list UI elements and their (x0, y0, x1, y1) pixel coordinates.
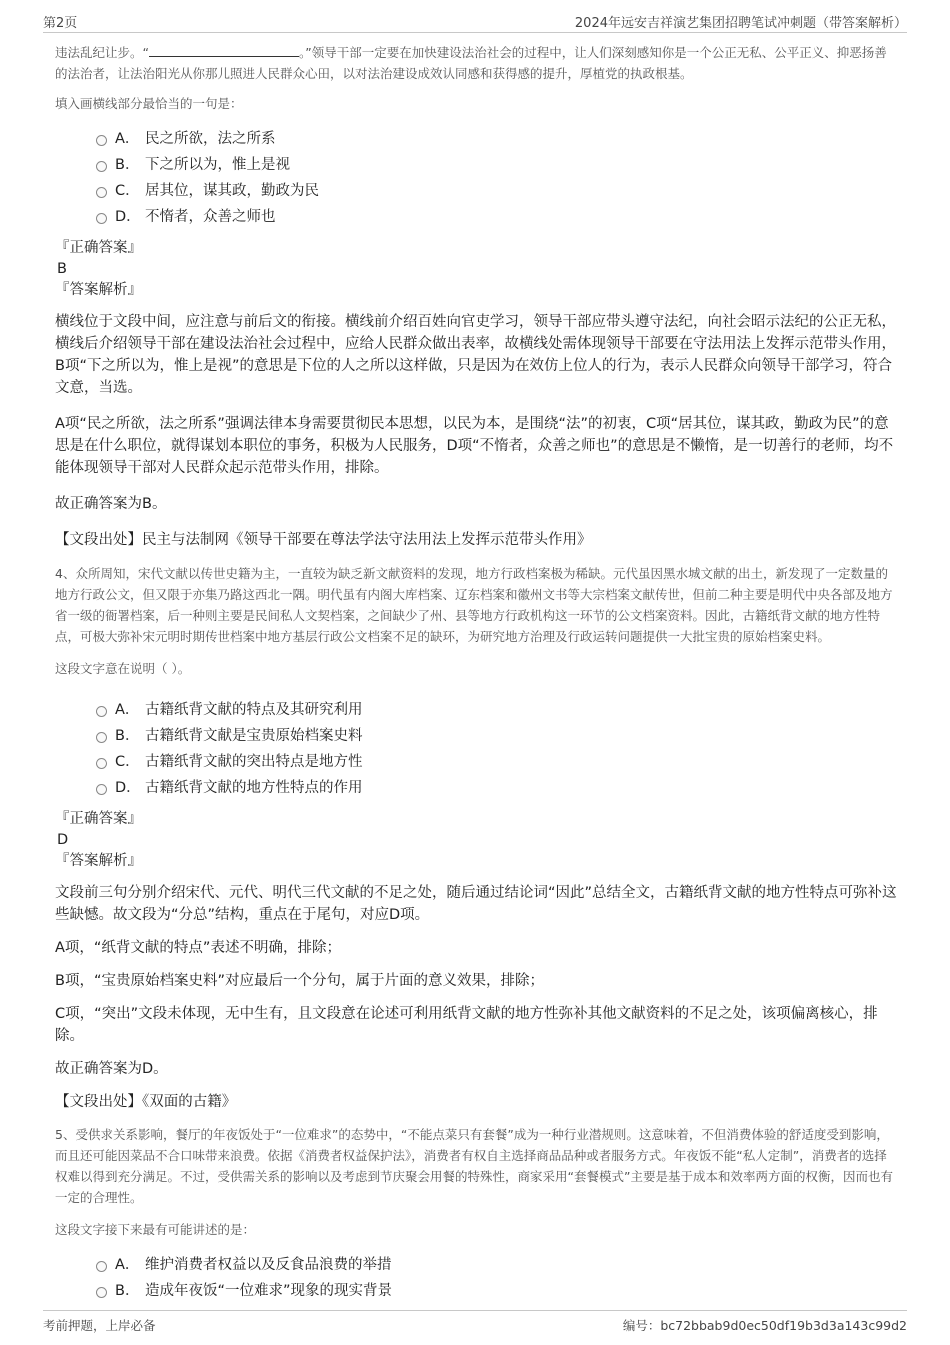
q3-analysis-label: 『答案解析』 (55, 282, 142, 298)
footer-slogan: 考前押题，上岸必备 (43, 1318, 156, 1333)
page-footer (43, 1310, 907, 1339)
radio-icon[interactable] (96, 1287, 107, 1298)
q3-option-a[interactable]: A． 民之所欲，法之所系 (55, 126, 898, 152)
q3-analysis-conclusion: 故正确答案为B。 (55, 496, 167, 512)
q3-source: 【文段出处】民主与法制网《领导干部要在尊法学法守法用法上发挥示范带头作用》 (55, 532, 592, 548)
radio-icon[interactable] (96, 706, 107, 717)
radio-icon[interactable] (96, 732, 107, 743)
q5-stem: 5、受供求关系影响，餐厅的年夜饭处于“一位难求”的态势中，“不能点菜只有套餐”成为一种行业潜规则。这意味着，不但消费体验的舒适度受到影响，而且还可能因菜品不合口味带来浪费。依据《消费者权益保护法》，消费者有权自主选择商品品种或者服务方式。年夜饭不能“私人定制”，消费者的选择权难以得到充分满足。不过，受供需关系的影响以及考虑到节庆聚会用餐的特殊性，商家采用“套餐模式”主要是基于成本和效率两方面的权衡，因而也有一定的合理性。 (55, 1127, 893, 1205)
radio-icon[interactable] (96, 135, 107, 146)
q4-analysis-para-3: B项，“宝贵原始档案史料”对应最后一个分句，属于片面的意义效果，排除； (55, 973, 544, 989)
q5-option-b[interactable]: B． 造成年夜饭“一位难求”现象的现实背景 (55, 1278, 898, 1304)
q3-prompt: 填入画横线部分最恰当的一句是： (55, 96, 243, 111)
q4-option-b[interactable]: B． 古籍纸背文献是宝贵原始档案史料 (55, 723, 898, 749)
document-id: 编号：bc72bbab9d0ec50df19b3d3a143c99d2 (622, 1318, 907, 1333)
q4-stem: 4、众所周知，宋代文献以传世史籍为主，一直较为缺乏新文献资料的发现，地方行政档案极为稀缺。元代虽因黑水城文献的出土，新发现了一定数量的地方行政公文，但又限于亦集乃路这西北一隅。明代虽有内阁大库档案、辽东档案和徽州文书等大宗档案文献传世，但前二种主要是明代中央各部及地方省一级的衙署档案，后一种则主要是民间私人文契档案，之间缺少了州、县等地方行政机构这一环节的公文档案资料。因此，古籍纸背文献的地方性特点，可极大弥补宋元明时期传世档案中地方基层行政公文档案不足的缺环，为研究地方治理及行政运转问题提供一大批宝贵的原始档案史料。 (55, 566, 893, 644)
q4-source: 【文段出处】《双面的古籍》 (55, 1094, 237, 1110)
q4-option-a[interactable]: A． 古籍纸背文献的特点及其研究利用 (55, 697, 898, 723)
q4-prompt: 这段文字意在说明（ ）。 (55, 661, 191, 676)
q4-option-c[interactable]: C． 古籍纸背文献的突出特点是地方性 (55, 749, 898, 775)
q3-analysis-para-1: 横线位于文段中间，应注意与前后文的衔接。横线前介绍百姓向官吏学习，领导干部应带头遵守法纪，向社会昭示法纪的公正无私，横线后介绍领导干部在建设法治社会过程中，应给人民群众做出表率，故横线处需体现领导干部要在守法用法上发挥示范带头作用，B项“下之所以为，惟上是视”的意思是下位的人之所以这样做，只是因为在效仿上位人的行为，表示人民群众向领导干部学习，符合文意，当选。 (55, 314, 896, 396)
q3-answer-label: 『正确答案』 (55, 240, 142, 256)
radio-icon[interactable] (96, 213, 107, 224)
document-body (55, 42, 898, 1304)
q4-analysis-conclusion: 故正确答案为D。 (55, 1061, 168, 1077)
q3-stem: 违法乱纪让步。“ 。”领导干部一定要在加快建设法治社会的过程中，让人们深刻感知你是一个公正无私、公平正义、抑恶扬善的法治者，让法治阳光从你那儿照进人民群众心田，以对法治建设成效认同感和获得感的提升，厚植党的执政根基。 (55, 45, 887, 81)
page-number: 第2页 (43, 16, 78, 31)
q3-option-c[interactable]: C． 居其位，谋其政，勤政为民 (55, 178, 898, 204)
q3-analysis-para-2: A项“民之所欲，法之所系”强调法律本身需要贯彻民本思想，以民为本，是围绕“法”的初衷，C项“居其位，谋其政，勤政为民”的意思是在什么职位，就得谋划本职位的事务，积极为人民服务，D项“不惰者，众善之师也”的意思是不懒惰，是一切善行的老师，均不能体现领导干部对人民群众起示范带头作用，排除。 (55, 416, 894, 476)
radio-icon[interactable] (96, 758, 107, 769)
radio-icon[interactable] (96, 161, 107, 172)
fill-blank (149, 44, 299, 57)
q4-answer-label: 『正确答案』 (55, 811, 142, 827)
q4-options (55, 697, 898, 801)
q4-option-d[interactable]: D． 古籍纸背文献的地方性特点的作用 (55, 775, 898, 801)
radio-icon[interactable] (96, 784, 107, 795)
q4-analysis-para-1: 文段前三句分别介绍宋代、元代、明代三代文献的不足之处，随后通过结论词“因此”总结全文，古籍纸背文献的地方性特点可弥补这些缺憾。故文段为“分总”结构，重点在于尾句，对应D项。 (55, 885, 897, 923)
q3-option-b[interactable]: B． 下之所以为，惟上是视 (55, 152, 898, 178)
q4-analysis-para-4: C项，“突出”文段未体现，无中生有，且文段意在论述可利用纸背文献的地方性弥补其他文献资料的不足之处，该项偏离核心，排除。 (55, 1006, 878, 1044)
q4-answer: D (57, 832, 69, 848)
q4-analysis-para-2: A项，“纸背文献的特点”表述不明确，排除； (55, 940, 341, 956)
q5-prompt: 这段文字接下来最有可能讲述的是： (55, 1222, 256, 1237)
q5-options (55, 1252, 898, 1304)
page-header (43, 8, 907, 33)
q3-option-d[interactable]: D． 不惰者，众善之师也 (55, 204, 898, 230)
document-title: 2024年远安吉祥演艺集团招聘笔试冲刺题（带答案解析） (574, 16, 907, 31)
q5-option-a[interactable]: A． 维护消费者权益以及反食品浪费的举措 (55, 1252, 898, 1278)
radio-icon[interactable] (96, 1261, 107, 1272)
q3-answer: B (57, 261, 67, 277)
q4-analysis-label: 『答案解析』 (55, 853, 142, 869)
q3-options (55, 126, 898, 230)
radio-icon[interactable] (96, 187, 107, 198)
